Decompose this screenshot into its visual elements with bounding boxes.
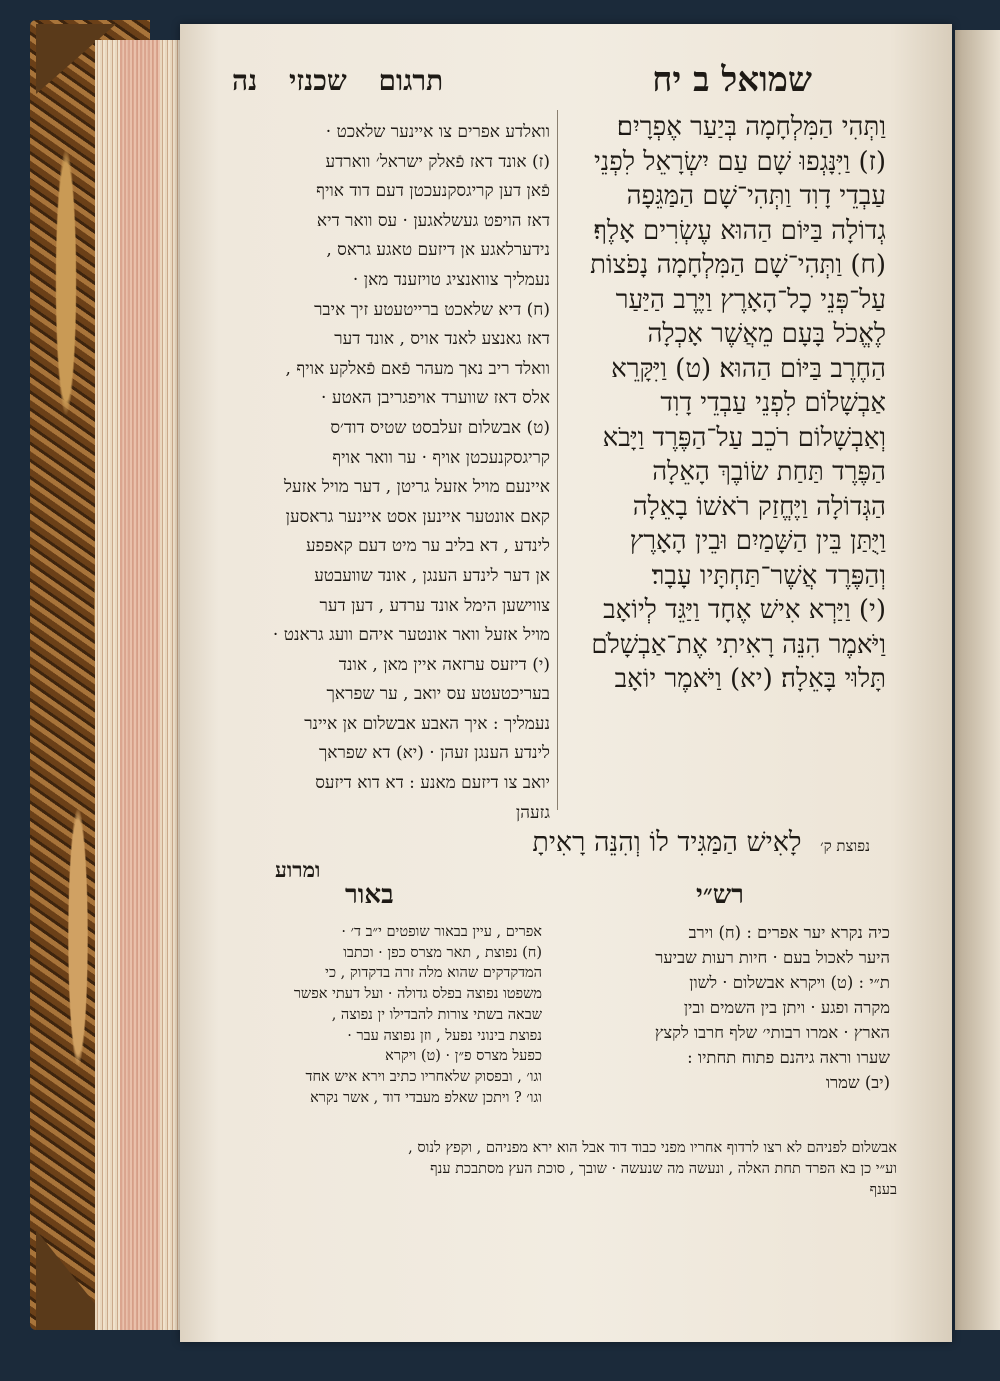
keri-line [532,827,870,858]
continuation-line: בענף [869,1182,897,1198]
biur-line: משפטו נפוצה בפלס גדולה · ועל דעתי אפשר [293,986,542,1003]
rashi-line: היער לאכול בעם · חיות רעות שביער [655,948,890,967]
biur-line: המדקדקים שהוא מלה זרה בדקדוק , כי [325,965,542,982]
biur-line: נפוצת בינוני נפעל , וזן נפוצה עבר · [347,1027,542,1044]
biur-line: כפעל מצרס פ״ן · (ט) ויקרא [385,1048,542,1065]
page-stack-red-edge [120,40,160,1330]
hebrew-line: (ח) וַתְּהִי־שָׁם הַמִּלְחָמָה נָפֹצוֹת [590,250,886,280]
targum-line: דאז גאנצע לאנד אויס , אונד דער [334,329,550,350]
rashi-line: הארץ · אמרו רבותי׳ שלף חרבו לקצץ [654,1023,890,1042]
commentary-continuation [207,1138,897,1201]
targum-line: אן דער לינדע הענגן , אונד שוועבטע [314,565,550,586]
targum-line: קאם אונטער איינען אסט איינער גראסען [285,506,550,527]
targum-line: וואלד ריב נאך מעהר פֿאם פֿאלקע אויף , [285,358,550,379]
targum-line: דאז הויפט געשלאגען · עס וואר דיא [316,210,550,231]
targum-line: יואב צו דיזעם מאנע : דא דוא דיזעס [315,773,550,794]
hebrew-line: לֶאֱכֹל בָּעָם מֵאֲשֶׁר אָכְלָה [647,319,886,349]
hebrew-line: הַפֶּרֶד תַּחַת שׂוֹבֶךְ הָאֵלָה [652,457,886,487]
hebrew-text-column [566,110,886,697]
rashi-line: (יב) שמרו [825,1073,890,1092]
targum-line: (ח) דיא שלאכט ברייטעטע זיך איבר [314,299,550,320]
hebrew-line: וַתְּהִי הַמִּלְחָמָה בְּיַעַר אֶפְרָיִם׃ [616,112,886,142]
rashi-line: ת״י : (ט) ויקרא אבשלום · לשון [689,973,890,992]
targum-line: גזעהן [515,802,550,823]
running-head-book: שמואל ב יח [652,60,812,100]
hebrew-line: גְדוֹלָה בַּיּוֹם הַהוּא עֶשְׂרִים אָלֶף׃ [593,215,886,246]
biur-line: שבאה בשתי צורות להבדילו ין נפוצה , [331,1006,542,1023]
targum-line: מויל אזעל וואר אונטער איהם וועג גראנט · [272,625,550,646]
column-divider [557,110,558,810]
hebrew-line: עַבְדֵי דָוִד וַתְּהִי־שָׁם הַמַּגֵּפָה [626,181,886,211]
targum-line: נעמליך : איך האבע אבשלום אן איינר [304,713,550,734]
hebrew-line: וַיֻּתַּן בֵּין הַשָּׁמַיִם וּבֵין הָאָרֶץ [629,526,886,556]
biur-line: (ח) נפוצת , תאר מצרס כפן · וכתבו [343,944,542,961]
biur-line: וגו׳ , ובפסוק שלאחריו כתיב וירא איש אחד [305,1068,542,1085]
rashi-heading: רש״י [696,880,744,910]
targum-line: אלס דאז שווערד אויפגריבן האטע · [321,388,550,409]
targum-line: נעמליך צוואנציג טויזענד מאן · [352,269,550,290]
targum-column [206,118,550,828]
targum-line: נידערלאגע אן דיזעם טאגע גראס , [326,240,550,261]
keri-text: לָאִישׁ הַמַּגִּיד לוֹ וְהִנֵּה רָאִיתָ [532,827,802,858]
hebrew-line: וְאַבְשָׁלוֹם רֹכֵב עַל־הַפֶּרֶד וַיָּבֹא [602,422,886,453]
targum-line: צווישען הימל אונד ערדע , דען דער [319,595,550,616]
hebrew-line: וַיֹּאמֶר הִנֵּה רָאִיתִי אֶת־אַבְשָׁלֹם [591,629,886,660]
hebrew-line: וְהַפֶּרֶד אֲשֶׁר־תַּחְתָּיו עָבָר׃ [651,560,886,591]
running-head-targum: תרגום שכנזי נה [232,64,444,97]
targum-line: (ט) אבשלום זעלבסט שטיס דוד׳ס [330,417,550,438]
biur-line: וגו׳ ? ויתכן שאלפ מעבדי דוד , אשר נקרא [310,1089,542,1106]
catchword: ומרוע [275,857,321,882]
targum-line: קריגסקנעכטן אויף · ער וואר אויף [332,447,550,468]
rashi-commentary [565,920,890,1095]
hebrew-line: הַחֶרֶב בַּיּוֹם הַהוּא׃ (ט) וַיִּקָּרֵא [611,353,886,384]
continuation-line: וע״י כן בא הפרד תחת האלה , ונעשה מה שנעשה · שובך , סוכת העץ מסתבכת ענף [430,1161,897,1177]
targum-line: בעריכטעטע עס יואב , ער שפראך [326,684,550,705]
hebrew-line: הַגְּדוֹלָה וַיֶּחֱזַק רֹאשׁוֹ בָאֵלָה [632,491,886,522]
targum-line: לינדע , דא בליב ער מיט דעם קאפפע [305,536,550,557]
rashi-line: כיה נקרא יער אפרים : (ח) וירב [688,923,890,942]
facing-page-edge [955,30,1000,1330]
keri-note: נפוצת ק׳ [820,837,870,855]
hebrew-line: אַבְשָׁלוֹם לִפְנֵי עַבְדֵי דָוִד [660,388,886,418]
targum-line: פֿאן דען קריגסקנעכטן דעם דוד אויף [316,181,550,202]
targum-line: וואלדע אפרים צו איינער שלאכט · [325,122,550,142]
continuation-line: אבשלום לפניהם לא רצו לרדוף אחריו מפני כבוד דוד אבל הוא ירא מפניהם , וקפץ לנוס , [408,1140,897,1156]
targum-line: (י) דיזעס ערזאה איין מאן , אונד [338,654,550,675]
targum-line: לינדע הענגן זעהן · (יא) דא שפראך [318,743,550,764]
hebrew-line: (ז) וַיִּנָּגְפוּ שָׁם עַם יִשְׂרָאֵל לִפְנֵי [593,146,886,177]
targum-line: איינעם מויל אזעל גריטן , דער מויל אזעל [284,477,550,498]
hebrew-line: עַל־פְּנֵי כָל־הָאָרֶץ וַיֶּרֶב הַיַּעַר [615,284,886,315]
hebrew-line: (י) וַיַּרְא אִישׁ אֶחָד וַיַּגֵּד לְיוֹאָב [603,595,886,625]
biur-commentary [207,922,542,1108]
rashi-line: שערו וראה גיהנם פתוח תחתיו : [687,1048,890,1067]
biur-heading: באור [345,880,394,910]
biur-line: אפרים , עיין בבאור שופטים י״ב ד׳ · [341,924,542,940]
hebrew-line: תָּלוּי בָּאֵלָה׃ (יא) וַיֹּאמֶר יוֹאָב [614,664,886,694]
targum-line: (ז) אונד דאז פֿאלק ישראל׳ ווארדע [325,151,550,172]
rashi-line: מקרה ופגע · ויתן בין השמים ובין [683,998,890,1017]
